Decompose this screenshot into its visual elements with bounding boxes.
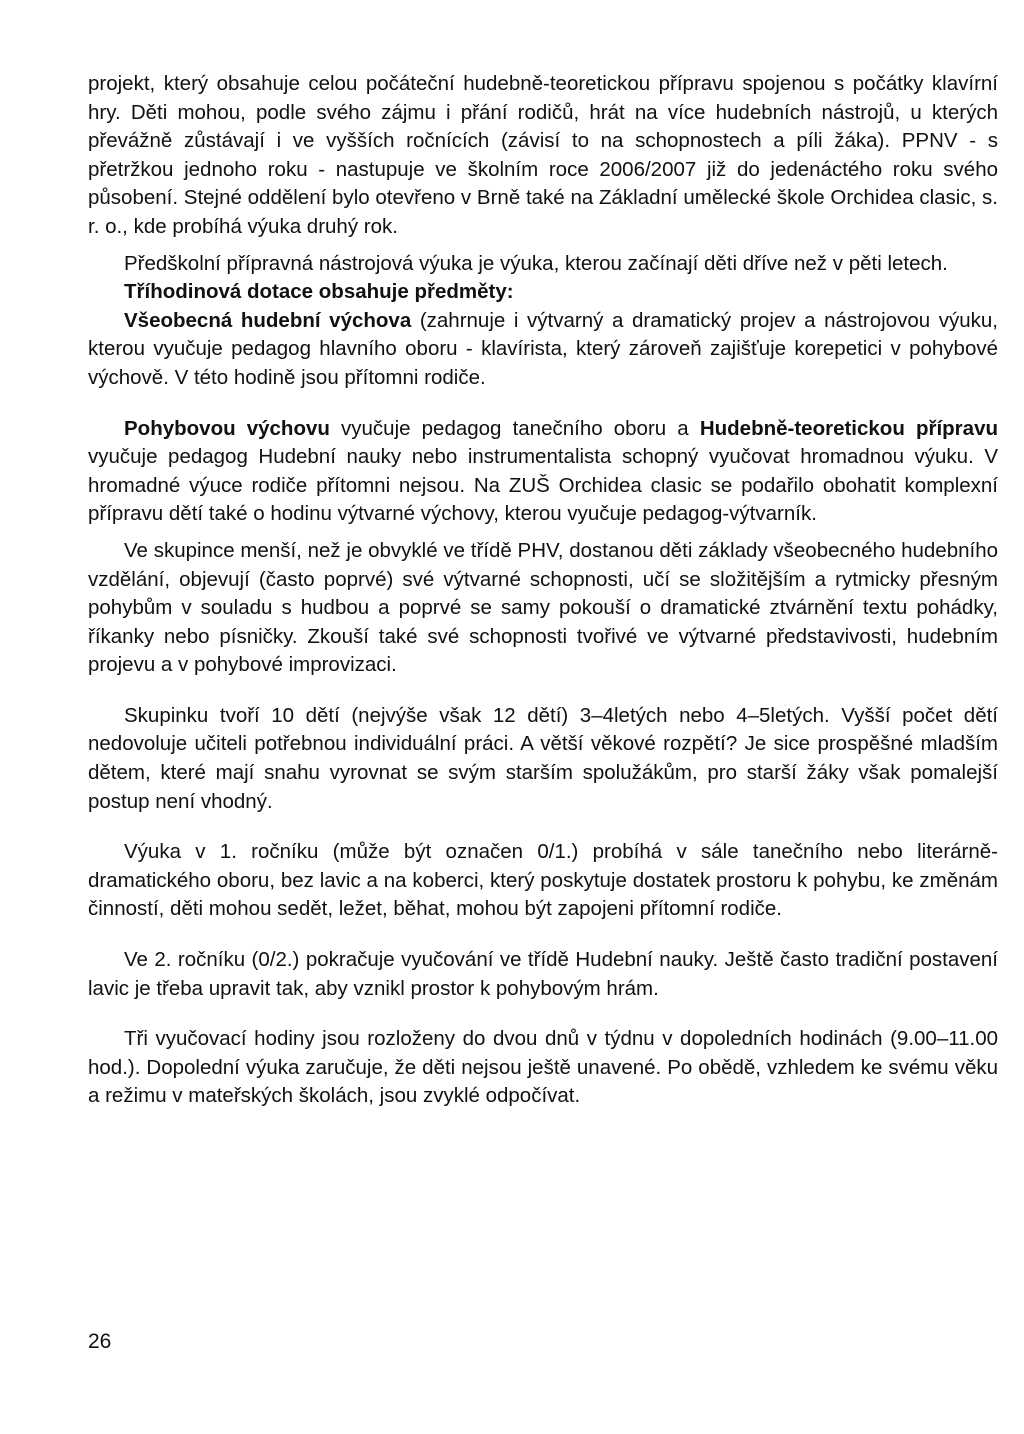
term-movement: Pohybovou výchovu xyxy=(124,416,330,440)
paragraph-schedule: Tři vyučovací hodiny jsou rozloženy do dvou dnů v týdnu v dopoledních hodinách (9.00–11.00 hod.). Dopolední výuka zaručuje, že děti nejsou ještě unavené. Po obědě, vzhledem ke svému věku a režimu v mateřských školách, jsou zvyklé odpočívat. xyxy=(88,1027,998,1108)
paragraph-preschool: Předškolní přípravná nástrojová výuka je výuka, kterou začínají děti dříve než v pěti letech. xyxy=(124,251,948,275)
movement-text-2: vyučuje pedagog Hudební nauky nebo instrumentalista schopný vyučovat hromadnou výuku. V hromadné výuce rodiče přítomni nejsou. Na ZUŠ Orchidea clasic se podařilo obohatit komplexní přípravu dětí také o hodinu výtvarné výchovy, kterou vyučuje pedagog-výtvarník. xyxy=(88,445,998,526)
term-general-music: Všeobecná hudební výchova xyxy=(124,308,412,332)
paragraph-group-size: Skupinku tvoří 10 dětí (nejvýše však 12 dětí) 3–4letých nebo 4–5letých. Vyšší počet dětí nedovoluje učiteli potřebnou individuální práci. A větší věkové rozpětí? Je sice prospěšné mladším dětem, které mají snahu vyrovnat se svým starším spolužákům, pro starší žáky však pomalejší postup není vhodný. xyxy=(88,703,998,813)
term-theory: Hudebně-teoretickou přípravu xyxy=(699,416,998,440)
page-body xyxy=(88,70,998,1111)
paragraph-first-year: Výuka v 1. ročníku (může být označen 0/1.) probíhá v sále tanečního nebo literárně-dramatického oboru, bez lavic a na koberci, který poskytuje dostatek prostoru k pohybu, ke změnám činností, děti mohou sedět, ležet, běhat, mohou být zapojeni přítomní rodiče. xyxy=(88,840,998,921)
general-music-text: (zahrnuje i výtvarný a dramatický projev a nástrojovou výuku, kterou vyučuje pedagog hlavního oboru - klavírista, který zároveň zajišťuje korepetici v pohybové výchově. V této hodině jsou přítomni rodiče. xyxy=(88,308,998,389)
section-heading: Tříhodinová dotace obsahuje předměty: xyxy=(124,280,514,304)
paragraph-movement xyxy=(88,415,998,529)
paragraph-small-group: Ve skupince menší, než je obvyklé ve třídě PHV, dostanou děti základy všeobecného hudebního vzdělání, objevují (často poprvé) své výtvarné schopnosti, učí se složitějším a rytmicky přesným pohybům v souladu s hudbou a poprvé se samy pokouší o dramatické ztvárnění textu pohádky, říkanky nebo písničky. Zkouší také své schopnosti tvořivé ve výtvarné představivosti, hudebním projevu a v pohybové improvizaci. xyxy=(88,538,998,677)
movement-text-1: vyučuje pedagog tanečního oboru a xyxy=(329,416,700,440)
paragraph-second-year: Ve 2. ročníku (0/2.) pokračuje vyučování ve třídě Hudební nauky. Ještě často tradiční postavení lavic je třeba upravit tak, aby vznikl prostor k pohybovým hrám. xyxy=(88,948,998,1000)
paragraph-project: projekt, který obsahuje celou počáteční hudebně-teoretickou přípravu spojenou s počátky klavírní hry. Děti mohou, podle svého zájmu i přání rodičů, hrát na více hudebních nástrojů, u kterých převážně zůstávají i ve vyšších ročnících (závisí to na schopnostech a píli žáka). PPNV - s přetržkou jednoho roku - nastupuje ve školním roce 2006/2007 již do jedenáctého roku svého působení. Stejné oddělení bylo otevřeno v Brně také na Základní umělecké škole Orchidea clasic, s. r. o., kde probíhá výuka druhý rok. xyxy=(88,72,998,238)
page-number: 26 xyxy=(88,1330,112,1353)
paragraph-general-music xyxy=(88,307,998,393)
